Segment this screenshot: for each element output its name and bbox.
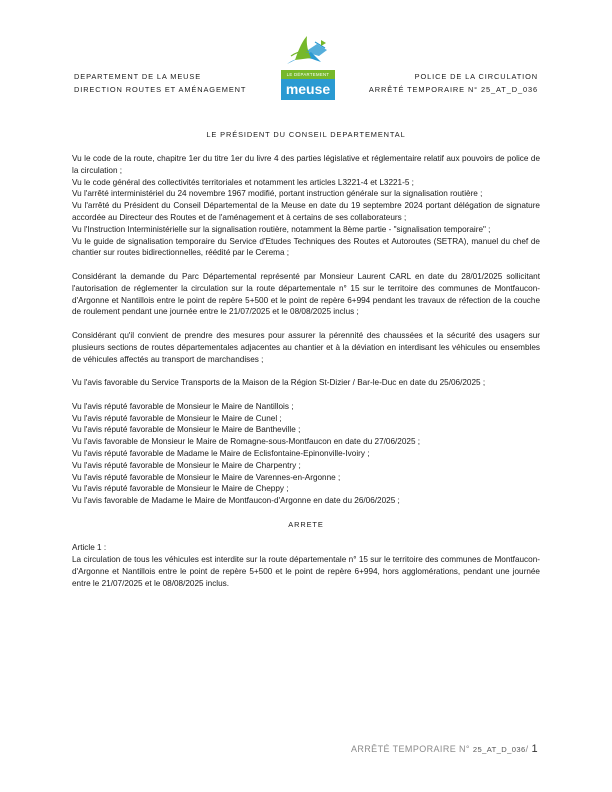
avis-maire-item: Vu l'avis réputé favorable de Madame le Maire de Eclisfontaine-Epinonville-Ivoiry ; bbox=[72, 448, 370, 458]
department-name: DEPARTEMENT DE LA MEUSE bbox=[74, 72, 202, 81]
article-1-label: Article 1 : bbox=[72, 543, 107, 553]
vu-item: Vu l'arrêté du Président du Conseil Départemental de la Meuse en date du 19 septembre 2024 portant délégation de signature accordée au Directeur des Routes et de l'aménagement et à certains de ses collaborateurs ; bbox=[72, 201, 540, 222]
page-footer bbox=[351, 743, 538, 755]
vu-item: Vu le code de la route, chapitre 1er du titre 1er du livre 4 des parties législative et réglementaire relatif aux pouvoirs de police de la circulation ; bbox=[72, 154, 540, 175]
vu-item: Vu le code général des collectivités territoriales et notamment les articles L3221-4 et L3221-5 ; bbox=[72, 177, 414, 187]
avis-maire-item: Vu l'avis réputé favorable de Monsieur le Maire de Nantillois ; bbox=[72, 401, 294, 411]
header-left bbox=[74, 71, 246, 96]
arrete-number: ARRÊTÉ TEMPORAIRE N° 25_AT_D_036 bbox=[368, 84, 538, 94]
avis-maire-item: Vu l'avis favorable de Monsieur le Maire de Romagne-sous-Montfaucon en date du 27/06/2025 ; bbox=[72, 437, 421, 447]
avis-transport: Vu l'avis favorable du Service Transports de la Maison de la Région St-Dizier / Bar-le-Duc en date du 25/06/2025 ; bbox=[72, 378, 486, 388]
avis-maire-item: Vu l'avis favorable de Madame le Maire de Montfaucon-d'Argonne en date du 26/06/2025 ; bbox=[72, 496, 400, 506]
logo-word-text: meuse bbox=[285, 81, 331, 97]
direction-name: DIRECTION ROUTES ET AMÉNAGEMENT bbox=[74, 84, 247, 94]
considerant-safety: Considérant qu'il convient de prendre des mesures pour assurer la pérennité des chaussées et la sécurité des usagers sur plusieurs sections de routes départementales adjacentes au chantier et à la déviation en interdisant les véhicules ou ensembles de véhicules affectés au transport de marchandises ; bbox=[72, 330, 540, 364]
article-1-text: La circulation de tous les véhicules est interdite sur la route départementale n° 15 sur le territoire des communes de Montfaucon-d'Argonne et Nantillois entre le point de repère 5+500 et le point de repère 6+994, hors agglomérations, pendant une journée entre le 21/07/2025 et le 08/08/2025 inclus. bbox=[72, 555, 540, 588]
avis-maire-item: Vu l'avis réputé favorable de Monsieur le Maire de Cunel ; bbox=[72, 413, 282, 423]
vu-item: Vu l'Instruction Interministérielle sur la signalisation routière, notamment la 8ème partie - "signalisation temporaire" ; bbox=[72, 224, 491, 234]
footer-separator: / bbox=[525, 744, 529, 754]
avis-maire-item: Vu l'avis réputé favorable de Monsieur le Maire de Charpentry ; bbox=[72, 460, 301, 470]
page-number: 1 bbox=[531, 743, 538, 755]
header-right bbox=[369, 71, 538, 96]
considerant-request: Considérant la demande du Parc Départemental représenté par Monsieur Laurent CARL en date du 28/01/2025 sollicitant l'autorisation de réglementer la circulation sur la route départementale n° 15 sur le territoire des communes de Montfaucon-d'Argonne et Nantillois entre le point de repère 5+500 et le point de repère 6+994 pendant les travaux de réfection de la couche de roulement pendant une journée entre le 21/07/2025 et le 08/08/2025 inclus ; bbox=[72, 271, 540, 317]
avis-maire-item: Vu l'avis réputé favorable de Monsieur le Maire de Bantheville ; bbox=[72, 425, 301, 435]
document-body bbox=[72, 153, 540, 589]
footer-number: 25_AT_D_036 bbox=[472, 745, 526, 754]
vu-item: Vu le guide de signalisation temporaire du Service d'Etudes Techniques des Routes et Autoroutes (SETRA), manuel du chef de chantier sur routes bidirectionnelles, réédité par le Cerema ; bbox=[72, 236, 540, 258]
logo-band-text: LE DÉPARTEMENT bbox=[281, 70, 335, 79]
service-name: POLICE DE LA CIRCULATION bbox=[414, 72, 538, 81]
vu-item: Vu l'arrêté interministériel du 24 novembre 1967 modifié, portant instruction générale sur la signalisation routière ; bbox=[72, 189, 483, 199]
document-title: LE PRÉSIDENT DU CONSEIL DEPARTEMENTAL bbox=[206, 130, 406, 139]
footer-prefix: ARRÊTÉ TEMPORAIRE N° bbox=[350, 744, 470, 754]
avis-maire-item: Vu l'avis réputé favorable de Monsieur le Maire de Cheppy ; bbox=[72, 484, 289, 494]
arrete-heading: ARRETE bbox=[288, 519, 324, 529]
logo-plate bbox=[281, 70, 335, 100]
logo-emblem-icon bbox=[281, 30, 335, 70]
avis-maire-item: Vu l'avis réputé favorable de Monsieur le Maire de Varennes-en-Argonne ; bbox=[72, 472, 341, 482]
meuse-logo bbox=[281, 30, 335, 100]
